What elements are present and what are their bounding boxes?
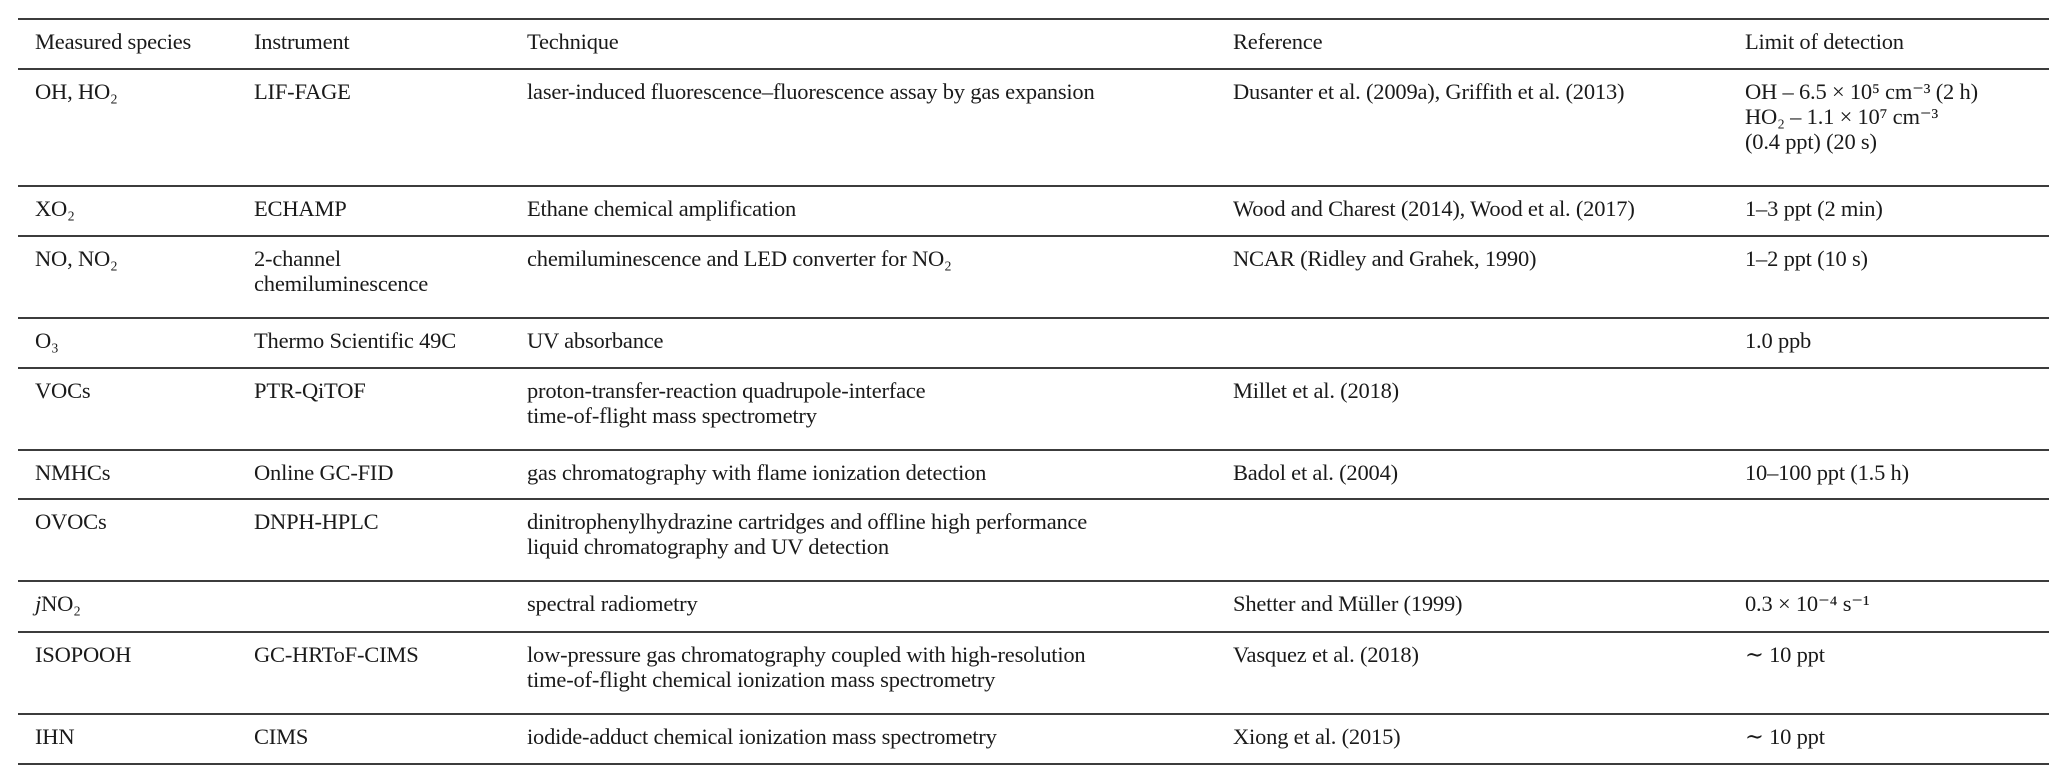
- technique-line: chemiluminescence and LED converter for NO₂: [527, 246, 952, 271]
- reference-cell: Xiong et al. (2015): [1233, 724, 1401, 749]
- technique-line: spectral radiometry: [527, 591, 698, 616]
- instrument-cell: LIF-FAGE: [254, 79, 351, 104]
- instrument-cell: GC-HRToF-CIMS: [254, 642, 419, 667]
- table-row: [18, 185, 2049, 235]
- reference-cell: Wood and Charest (2014), Wood et al. (2017): [1233, 196, 1635, 221]
- technique-cell: [527, 582, 698, 616]
- header-limit-of-detection: Limit of detection: [1745, 29, 1904, 54]
- limit-cell: [1745, 633, 1825, 667]
- limit-line: HO₂ – 1.1 × 10⁷ cm⁻³: [1745, 104, 1938, 129]
- technique-line: time-of-flight chemical ionization mass spectrometry: [527, 667, 996, 692]
- technique-cell: [527, 237, 952, 271]
- instrument-cell: ECHAMP: [254, 196, 347, 221]
- technique-cell: [527, 369, 925, 428]
- species-cell: NO, NO₂: [35, 246, 118, 271]
- table-row: [18, 580, 2049, 631]
- instrument-cell: CIMS: [254, 724, 309, 749]
- technique-cell: [527, 70, 1095, 104]
- table-row: [18, 713, 2049, 765]
- species-cell: VOCs: [35, 378, 91, 403]
- table-row: [18, 449, 2049, 498]
- instrument-cell: [254, 237, 428, 296]
- instrument-cell: Thermo Scientific 49C: [254, 328, 457, 353]
- species-cell: jNO₂: [35, 591, 81, 616]
- limit-cell: [1745, 451, 1909, 485]
- instrument-cell: Online GC-FID: [254, 460, 394, 485]
- technique-cell: [527, 319, 663, 353]
- technique-line: dinitrophenylhydrazine cartridges and offline high performance: [527, 509, 1088, 534]
- limit-line: OH – 6.5 × 10⁵ cm⁻³ (2 h): [1745, 79, 1978, 104]
- limit-cell: [1745, 715, 1825, 749]
- limit-cell: [1745, 319, 1811, 353]
- table-row: [18, 235, 2049, 317]
- species-cell: NMHCs: [35, 460, 111, 485]
- technique-line: laser-induced fluorescence–fluorescence assay by gas expansion: [527, 79, 1095, 104]
- reference-cell: NCAR (Ridley and Grahek, 1990): [1233, 246, 1537, 271]
- technique-line: low-pressure gas chromatography coupled with high-resolution: [527, 642, 1086, 667]
- limit-cell: [1745, 70, 1978, 154]
- instrument-cell: DNPH-HPLC: [254, 509, 379, 534]
- limit-cell: [1745, 237, 1868, 271]
- limit-line: 1–2 ppt (10 s): [1745, 246, 1868, 271]
- technique-line: gas chromatography with flame ionization detection: [527, 460, 987, 485]
- technique-line: iodide-adduct chemical ionization mass spectrometry: [527, 724, 997, 749]
- reference-cell: Vasquez et al. (2018): [1233, 642, 1419, 667]
- limit-line: 1.0 ppb: [1745, 328, 1812, 353]
- limit-line: 1–3 ppt (2 min): [1745, 196, 1883, 221]
- instrument-line: 2-channel: [254, 246, 341, 271]
- table-header-row: [18, 18, 2049, 68]
- table-row: [18, 317, 2049, 367]
- reference-cell: Shetter and Müller (1999): [1233, 591, 1463, 616]
- table-row: [18, 68, 2049, 185]
- species-cell: XO₂: [35, 196, 75, 221]
- species-cell: OVOCs: [35, 509, 107, 534]
- technique-line: UV absorbance: [527, 328, 664, 353]
- limit-cell: [1745, 582, 1870, 616]
- technique-cell: [527, 187, 796, 221]
- species-cell: OH, HO₂: [35, 79, 118, 104]
- technique-line: time-of-flight mass spectrometry: [527, 403, 817, 428]
- technique-cell: [527, 715, 997, 749]
- technique-line: Ethane chemical amplification: [527, 196, 797, 221]
- limit-cell: [1745, 187, 1883, 221]
- limit-line: 10–100 ppt (1.5 h): [1745, 460, 1909, 485]
- table-row: [18, 367, 2049, 449]
- instrument-line: chemiluminescence: [254, 271, 429, 296]
- technique-cell: [527, 633, 1086, 692]
- technique-cell: [527, 451, 986, 485]
- header-measured-species: Measured species: [35, 29, 192, 54]
- species-cell: O₃: [35, 328, 59, 353]
- header-reference: Reference: [1233, 29, 1323, 54]
- reference-cell: Dusanter et al. (2009a), Griffith et al. (2013): [1233, 79, 1625, 104]
- technique-line: liquid chromatography and UV detection: [527, 534, 889, 559]
- table-row: [18, 631, 2049, 713]
- technique-line: proton-transfer-reaction quadrupole-interface: [527, 378, 926, 403]
- header-technique: Technique: [527, 29, 619, 54]
- species-cell: IHN: [35, 724, 75, 749]
- technique-cell: [527, 500, 1087, 559]
- limit-line: ∼ 10 ppt: [1745, 724, 1825, 749]
- limit-line: 0.3 × 10⁻⁴ s⁻¹: [1745, 591, 1870, 616]
- limit-line: ∼ 10 ppt: [1745, 642, 1825, 667]
- reference-cell: Badol et al. (2004): [1233, 460, 1398, 485]
- limit-line: (0.4 ppt) (20 s): [1745, 129, 1877, 154]
- header-instrument: Instrument: [254, 29, 350, 54]
- species-cell: ISOPOOH: [35, 642, 132, 667]
- instrument-table: [18, 18, 2049, 765]
- instrument-cell: PTR-QiTOF: [254, 378, 366, 403]
- table-row: [18, 498, 2049, 580]
- reference-cell: Millet et al. (2018): [1233, 378, 1399, 403]
